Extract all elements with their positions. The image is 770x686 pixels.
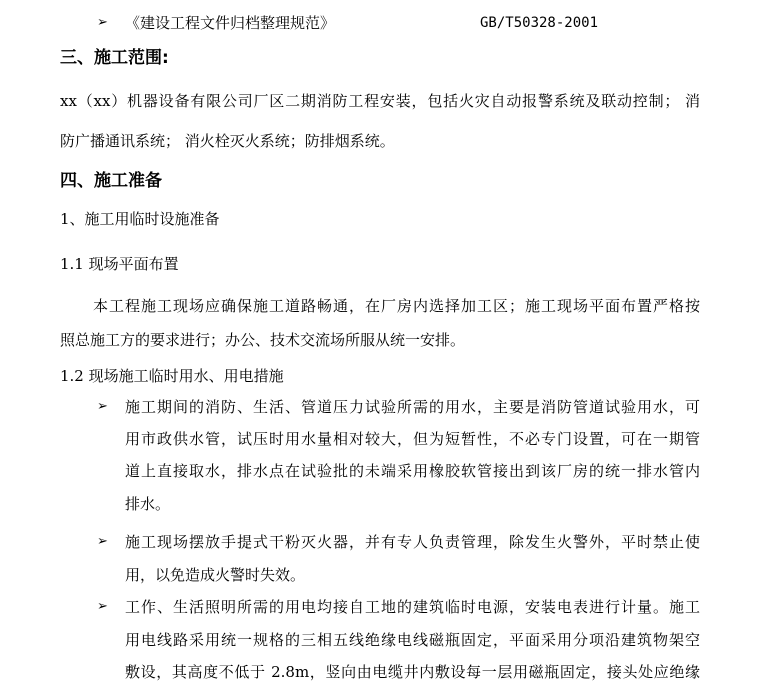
power-bullet-line-3: 敷设，其高度不低于 2.8m，竖向由电缆井内敷设每一层用磁瓶固定，接头处应绝缘 bbox=[125, 663, 700, 681]
layout-para-line-2: 照总施工方的要求进行；办公、技术交流场所服从统一安排。 bbox=[60, 331, 466, 349]
arrow-bullet-icon: ➢ bbox=[97, 15, 108, 30]
water-bullet-line-3: 道上直接取水，排水点在试验批的未端采用橡胶软管接出到该厂房的统一排水管内 bbox=[125, 462, 700, 480]
subsection-1-2-heading: 1.2 现场施工临时用水、用电措施 bbox=[60, 367, 284, 385]
scope-line-2: 防广播通讯系统； 消火栓灭火系统；防排烟系统。 bbox=[60, 132, 395, 150]
section-4-heading: 四、施工准备 bbox=[60, 171, 162, 191]
power-bullet-line-1: 工作、生活照明所需的用电均接自工地的建筑临时电源，安装电表进行计量。施工 bbox=[125, 598, 700, 616]
arrow-bullet-icon: ➢ bbox=[97, 534, 108, 549]
section-3-heading: 三、施工范围: bbox=[60, 48, 169, 68]
power-bullet-line-2: 用电线路采用统一规格的三相五线绝缘电线磁瓶固定，平面采用分项沿建筑物架空 bbox=[125, 631, 700, 649]
arrow-bullet-icon: ➢ bbox=[97, 599, 108, 614]
arrow-bullet-icon: ➢ bbox=[97, 399, 108, 414]
subsection-1-heading: 1、施工用临时设施准备 bbox=[60, 210, 220, 228]
subsection-1-1-heading: 1.1 现场平面布置 bbox=[60, 255, 179, 273]
extinguisher-bullet-line-1: 施工现场摆放手提式干粉灭火器，并有专人负责管理，除发生火警外，平时禁止使 bbox=[125, 533, 700, 551]
water-bullet-line-4: 排水。 bbox=[125, 495, 171, 513]
standard-title: 《建设工程文件归档整理规范》 bbox=[125, 14, 336, 32]
standard-code: GB/T50328-2001 bbox=[480, 15, 599, 31]
scope-line-1: xx（xx）机器设备有限公司厂区二期消防工程安装，包括火灾自动报警系统及联动控制； 消 bbox=[60, 92, 700, 110]
extinguisher-bullet-line-2: 用，以免造成火警时失效。 bbox=[125, 566, 306, 584]
water-bullet-line-2: 用市政供水管，试压时用水量相对较大，但为短暂性，不必专门设置，可在一期管 bbox=[125, 430, 700, 448]
layout-para-line-1: 本工程施工现场应确保施工道路畅通，在厂房内选择加工区；施工现场平面布置严格按 bbox=[93, 297, 700, 315]
water-bullet-line-1: 施工期间的消防、生活、管道压力试验所需的用水，主要是消防管道试验用水，可 bbox=[125, 398, 700, 416]
